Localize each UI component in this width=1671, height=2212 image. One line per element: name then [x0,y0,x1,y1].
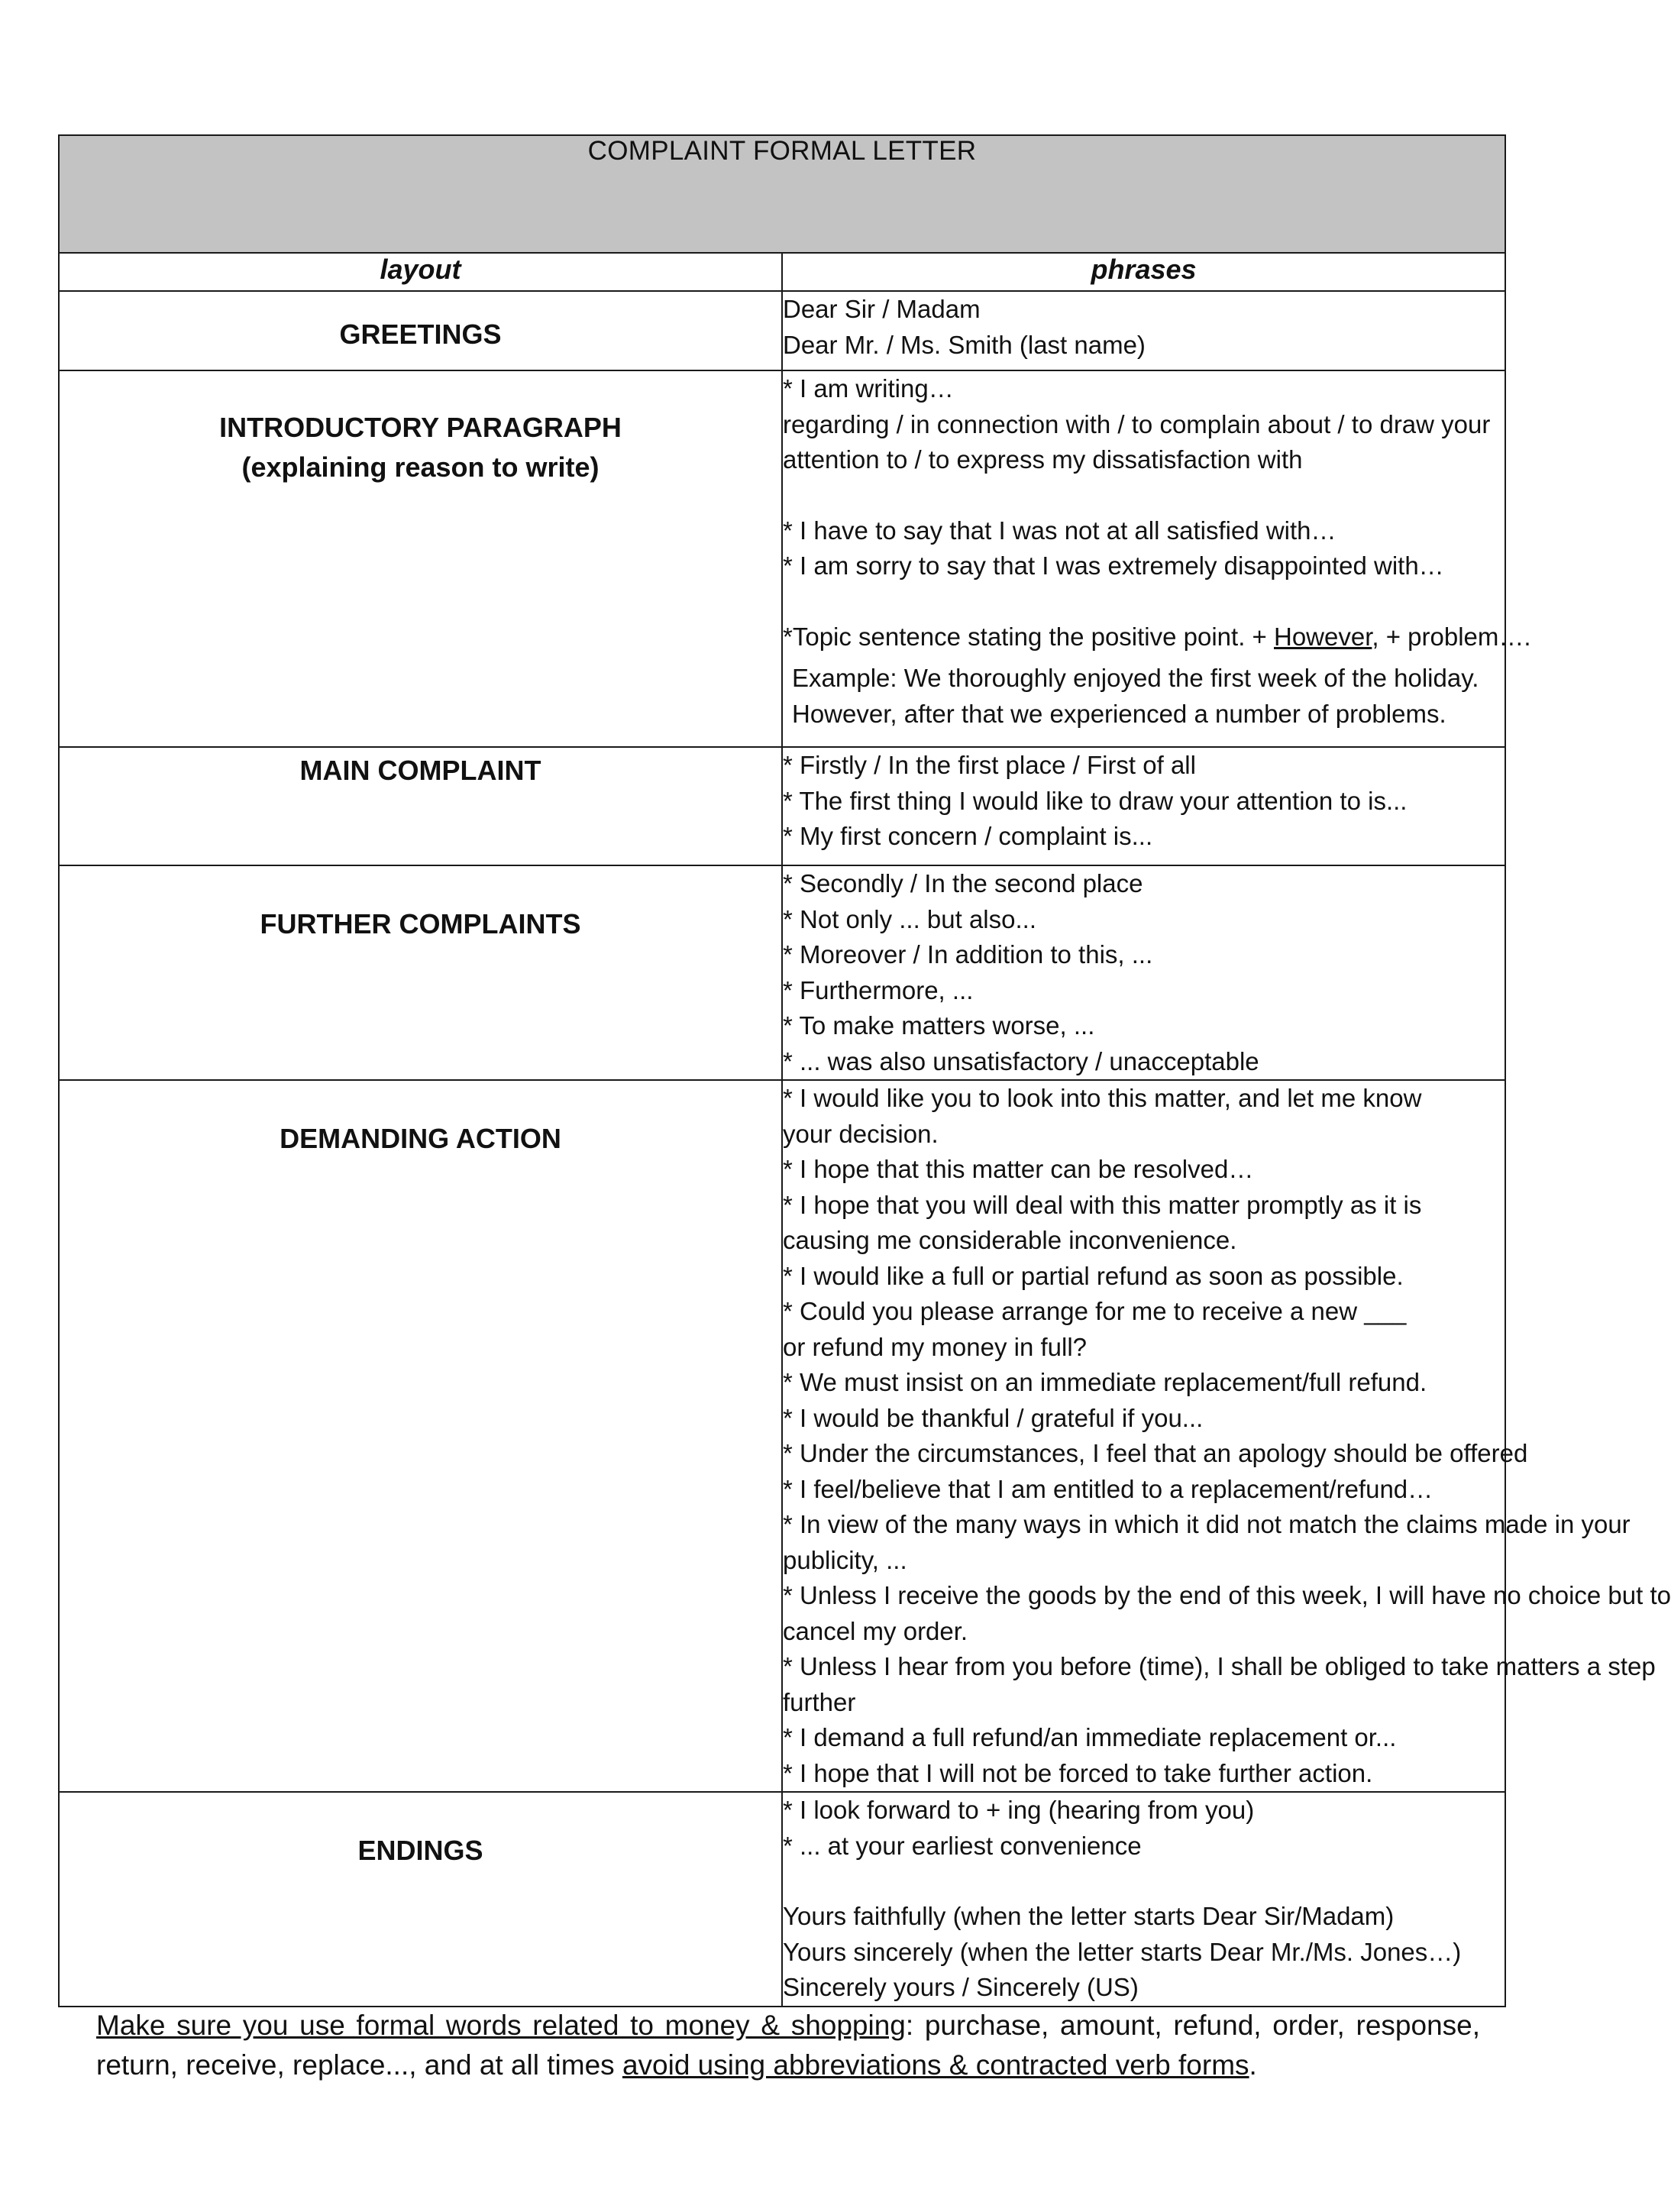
column-header-phrases: phrases [782,253,1505,291]
phrases-further-complaints [782,865,1505,1080]
phrase-text: *Topic sentence stating the positive point. + [783,622,1274,651]
table-row-greetings [59,291,1505,370]
table-row-introductory [59,370,1505,747]
phrase-line: * I hope that this matter can be resolved… [783,1155,1254,1183]
phrase-line: * I demand a full refund/an immediate replacement or... [783,1723,1397,1751]
footer-underlined-text: avoid using abbreviations & contracted verb forms [622,2049,1249,2081]
section-label-line: (explaining reason to write) [241,451,600,483]
phrase-line: * I would be thankful / grateful if you... [783,1403,1204,1432]
phrase-line: regarding / in connection with / to complain about / to draw your attention to / to express my dissatisfaction with [783,409,1491,474]
phrase-line-topic-sentence [783,619,1531,655]
section-label-greetings: GREETINGS [59,291,782,370]
phrases-endings [782,1792,1505,2007]
phrase-line: * To make matters worse, ... [783,1011,1095,1040]
table-row-endings [59,1792,1505,2007]
phrase-line: Yours faithfully (when the letter starts Dear Sir/Madam) [783,1902,1395,1930]
phrase-line: further [783,1687,856,1716]
phrase-line: * Furthermore, ... [783,975,974,1004]
section-label-endings: ENDINGS [59,1792,782,2007]
phrase-line: * I look forward to + ing (hearing from you) [783,1796,1255,1824]
phrase-line: * Firstly / In the first place / First of all [783,751,1196,779]
phrase-line: or refund my money in full? [783,1332,1088,1361]
phrase-line: * I feel/believe that I am entitled to a replacement/refund… [783,1474,1433,1503]
column-header-layout: layout [59,253,782,291]
phrase-line: * I have to say that I was not at all satisfied with… [783,516,1336,545]
phrases-demanding-action [782,1080,1671,1792]
section-label-demanding-action: DEMANDING ACTION [59,1080,782,1792]
table-row-further-complaints [59,865,1505,1080]
phrase-line: * I would like you to look into this matter, and let me know [783,1084,1422,1112]
phrase-line: * Unless I hear from you before (time), I shall be obliged to take matters a step [783,1652,1656,1680]
phrase-line: * Could you please arrange for me to receive a new ___ [783,1297,1407,1325]
phrase-line: * ... was also unsatisfactory / unacceptable [783,1046,1259,1075]
phrase-line: * Unless I receive the goods by the end of this week, I will have no choice but to [783,1581,1671,1609]
phrase-line: * My first concern / complaint is... [783,822,1153,850]
phrase-line: * We must insist on an immediate replacement/full refund. [783,1368,1427,1396]
phrase-line: * In view of the many ways in which it did not match the claims made in your [783,1510,1631,1538]
phrase-line: Dear Mr. / Ms. Smith (last name) [783,330,1146,359]
phrase-line: * Not only ... but also... [783,904,1036,933]
section-label-further-complaints: FURTHER COMPLAINTS [59,865,782,1080]
section-label-main-complaint: MAIN COMPLAINT [59,747,782,865]
phrase-line: * I am writing… [783,374,954,403]
letter-guide-table [58,134,1671,2007]
phrase-line: cancel my order. [783,1616,968,1645]
phrase-line: Sincerely yours / Sincerely (US) [783,1973,1139,2001]
table-row-demanding-action [59,1080,1505,1792]
underlined-word: However [1273,622,1372,651]
footer-text: : purchase, amount, refund, order, response, return, receive, replace..., and at all times [96,2010,1481,2081]
footer-text: . [1249,2049,1257,2081]
phrase-line: * I would like a full or partial refund as soon as possible. [783,1261,1404,1290]
table-row-main-complaint [59,747,1505,865]
section-label-introductory [59,370,782,747]
phrase-line: your decision. [783,1119,939,1148]
phrases-introductory [782,370,1531,747]
phrase-line: * Secondly / In the second place [783,869,1143,897]
example-text: Example: We thoroughly enjoyed the first week of the holiday. However, after that we experienced a number of problems. [792,664,1479,728]
phrase-line: * ... at your earliest convenience [783,1831,1142,1860]
phrase-line: * I hope that I will not be forced to take further action. [783,1758,1373,1787]
phrase-line: Yours sincerely (when the letter starts Dear Mr./Ms. Jones…) [783,1937,1462,1966]
phrase-line: * Moreover / In addition to this, ... [783,940,1153,969]
phrase-line: * I hope that you will deal with this matter promptly as it is [783,1190,1422,1219]
footer-note [96,2006,1480,2085]
footer-underlined-text: Make sure you use formal words related to money & shopping [96,2010,906,2041]
phrase-line: * Under the circumstances, I feel that an apology should be offered [783,1439,1528,1467]
table-title: COMPLAINT FORMAL LETTER [59,135,1505,253]
phrase-text: , + problem…. [1372,622,1531,651]
phrases-main-complaint [782,747,1505,865]
phrase-line: publicity, ... [783,1545,907,1574]
phrase-line: causing me considerable inconvenience. [783,1226,1237,1254]
phrases-greetings [782,291,1505,370]
section-label-line: INTRODUCTORY PARAGRAPH [219,412,622,443]
phrase-line: Dear Sir / Madam [783,295,981,323]
phrase-line: * I am sorry to say that I was extremely disappointed with… [783,551,1444,580]
phrase-line: * The first thing I would like to draw your attention to is... [783,786,1408,815]
